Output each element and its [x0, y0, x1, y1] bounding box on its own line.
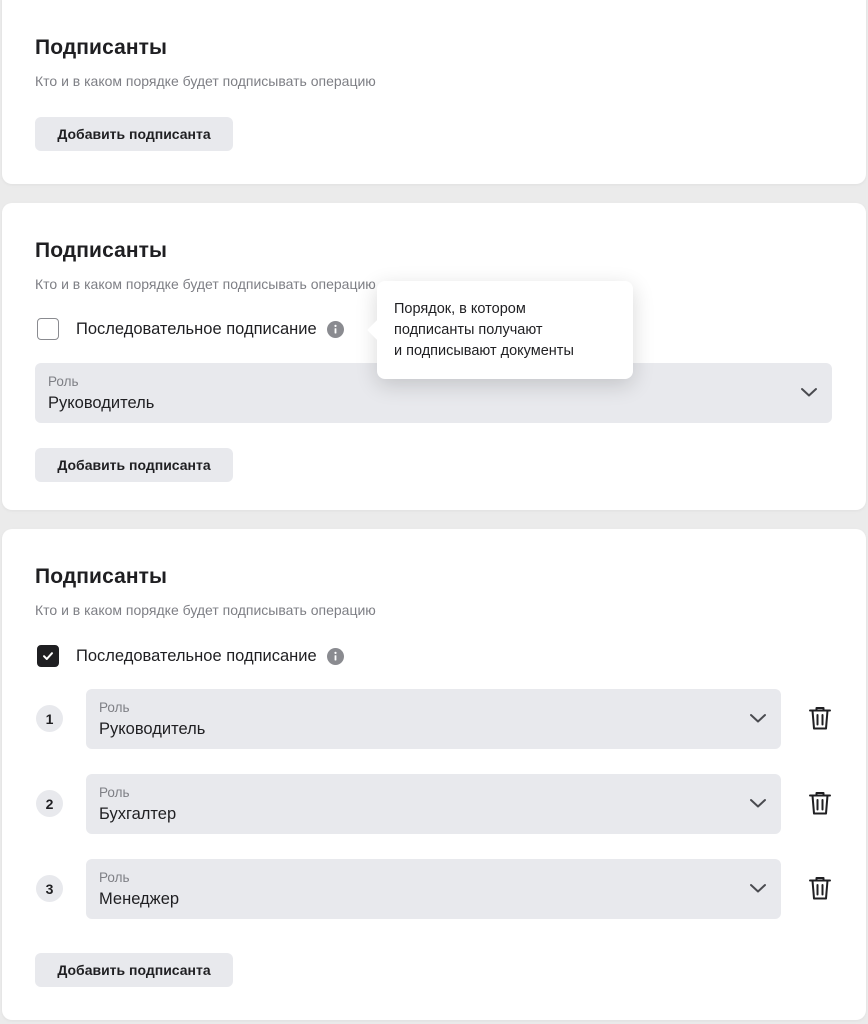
role-select-value: Руководитель	[99, 720, 206, 738]
role-select-label: Роль	[48, 374, 79, 389]
check-icon	[41, 649, 55, 663]
trash-icon[interactable]	[807, 874, 833, 902]
signer-role-select[interactable]	[86, 774, 781, 834]
signer-role-select[interactable]	[86, 689, 781, 749]
sequential-signing-checkbox[interactable]	[37, 645, 59, 667]
card-title: Подписанты	[35, 239, 168, 262]
role-select-label: Роль	[99, 700, 130, 715]
tooltip-line: и подписывают документы	[394, 343, 574, 359]
chevron-down-icon	[749, 711, 767, 729]
add-signer-button[interactable]: Добавить подписанта	[35, 117, 233, 151]
add-signer-button[interactable]: Добавить подписанта	[35, 448, 233, 482]
role-select-label: Роль	[99, 870, 130, 885]
signers-card-sequential	[2, 529, 866, 1020]
sequential-signing-label: Последовательное подписание	[76, 646, 317, 665]
add-signer-button[interactable]: Добавить подписанта	[35, 953, 233, 987]
trash-icon[interactable]	[807, 704, 833, 732]
chevron-down-icon	[800, 385, 818, 403]
sequential-signing-row	[37, 645, 344, 667]
role-select-value: Бухгалтер	[99, 805, 177, 823]
tooltip-line: подписанты получают	[394, 322, 543, 338]
role-select-value: Менеджер	[99, 890, 180, 908]
sequential-signing-row	[37, 318, 344, 340]
trash-icon[interactable]	[807, 789, 833, 817]
tooltip-line: Порядок, в котором	[394, 301, 526, 317]
card-subtitle: Кто и в каком порядке будет подписывать операцию	[35, 276, 376, 292]
chevron-down-icon	[749, 881, 767, 899]
info-icon[interactable]	[327, 648, 344, 665]
card-subtitle: Кто и в каком порядке будет подписывать операцию	[35, 73, 376, 89]
signer-order-number: 2	[36, 790, 63, 817]
card-title: Подписанты	[35, 36, 168, 59]
info-icon[interactable]	[327, 321, 344, 338]
sequential-signing-label: Последовательное подписание	[76, 319, 317, 338]
role-select-value: Руководитель	[48, 394, 155, 412]
signer-role-select[interactable]	[86, 859, 781, 919]
card-title: Подписанты	[35, 565, 168, 588]
signer-order-number: 1	[36, 705, 63, 732]
sequential-signing-tooltip	[377, 281, 633, 379]
signer-order-number: 3	[36, 875, 63, 902]
sequential-signing-checkbox[interactable]	[37, 318, 59, 340]
role-select-label: Роль	[99, 785, 130, 800]
signers-card-empty	[2, 0, 866, 184]
chevron-down-icon	[749, 796, 767, 814]
card-subtitle: Кто и в каком порядке будет подписывать операцию	[35, 602, 376, 618]
